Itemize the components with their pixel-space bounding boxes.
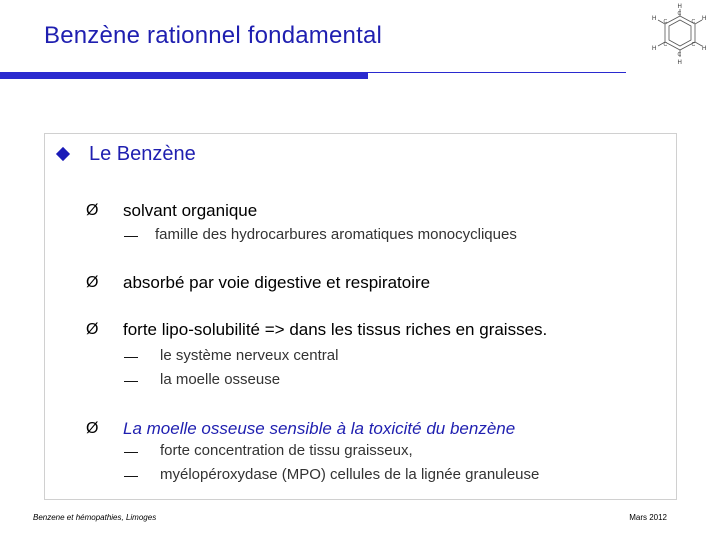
arrow-bullet-icon: Ø [86, 321, 99, 338]
title-rule-thick [0, 72, 368, 79]
bullet-text: forte lipo-solubilité => dans les tissus riches en graisses. [123, 320, 548, 339]
section-heading: Le Benzène [89, 143, 196, 165]
bullet-text: absorbé par voie digestive et respiratoire [123, 273, 431, 292]
dash-bullet-icon: — [124, 348, 138, 364]
logo-atom-label: H [677, 4, 682, 10]
bullet-text: La moelle osseuse sensible à la toxicité du benzène [123, 419, 516, 438]
logo-atom-label: C [677, 11, 682, 17]
logo-atom-label: H [677, 60, 682, 66]
logo-atom-label: C [691, 42, 696, 48]
logo-atom-label: C [691, 19, 696, 25]
logo-atom-label: C [663, 19, 668, 25]
bullet-text: solvant organique [123, 201, 258, 220]
logo-atom-label: C [663, 42, 668, 48]
sub-bullet-text: famille des hydrocarbures aromatiques monocycliques [155, 226, 517, 243]
logo-atom-label: H [702, 16, 707, 22]
logo-atom-label: H [652, 16, 657, 22]
arrow-bullet-icon: Ø [86, 274, 99, 291]
sub-bullet-text: myélopéroxydase (MPO) cellules de la lignée granuleuse [160, 466, 540, 483]
arrow-bullet-icon: Ø [86, 420, 99, 437]
dash-bullet-icon: — [124, 467, 138, 483]
dash-bullet-icon: — [124, 443, 138, 459]
dash-bullet-icon: — [124, 372, 138, 388]
logo-atom-label: H [702, 46, 707, 52]
sub-bullet-text: la moelle osseuse [160, 371, 281, 388]
benzene-molecule-icon [646, 2, 714, 66]
logo-atom-label: C [677, 52, 682, 58]
logo-atom-label: H [652, 46, 657, 52]
sub-bullet-text: le système nerveux central [160, 347, 339, 364]
arrow-bullet-icon: Ø [86, 202, 99, 219]
footer-date: Mars 2012 [629, 513, 667, 522]
sub-bullet-text: forte concentration de tissu graisseux, [160, 442, 413, 459]
footer-source: Benzene et hémopathies, Limoges [33, 513, 157, 522]
title-rule-thin [368, 72, 626, 73]
dash-bullet-icon: — [124, 227, 138, 243]
slide-title: Benzène rationnel fondamental [44, 22, 383, 49]
